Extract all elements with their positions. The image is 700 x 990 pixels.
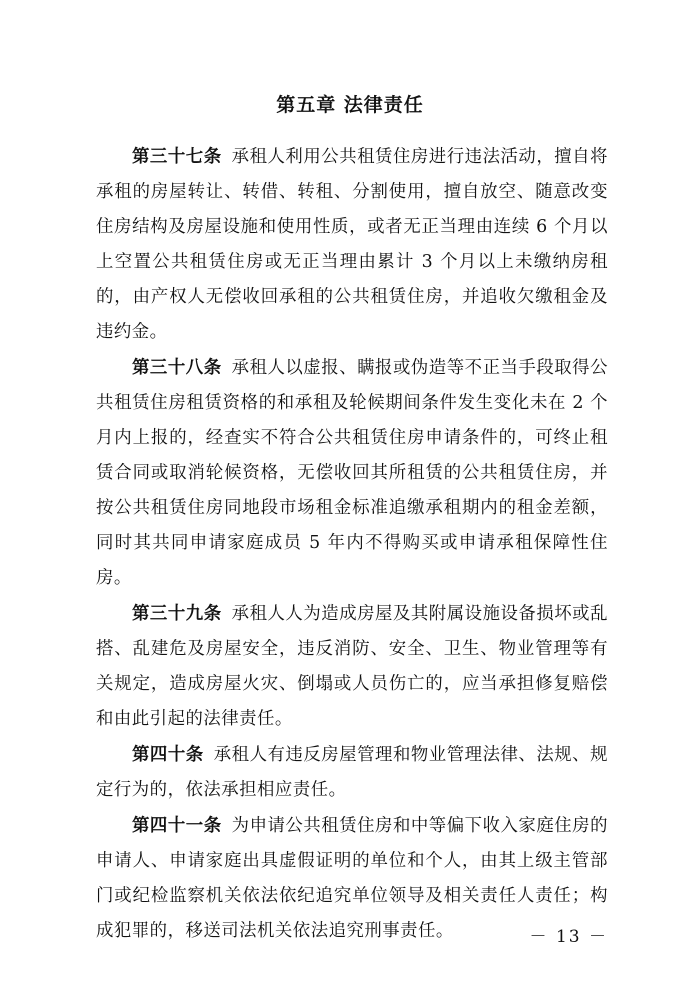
article-37 — [96, 140, 608, 350]
chapter-title: 第五章 法律责任 — [276, 94, 424, 116]
article-40 — [96, 738, 608, 808]
article-text: 承租人人为造成房屋及其附属设施设备损坏或乱搭、乱建危及房屋安全，违反消防、安全、卫生、物业管理等有关规定，造成房屋火灾、倒塌或人员伤亡的，应当承担修复赔偿和由此引起的法律责任。 — [96, 604, 608, 729]
article-text: 承租人有违反房屋管理和物业管理法律、法规、规定行为的，依法承担相应责任。 — [96, 745, 608, 800]
body-text — [96, 140, 608, 950]
article-number: 第四十一条 — [132, 816, 222, 836]
article-text: 承租人利用公共租赁住房进行违法活动，擅自将承租的房屋转让、转借、转租、分割使用，擅自放空、随意改变住房结构及房屋设施和使用性质，或者无正当理由连续 6 个月以上空置公共租赁住房或无正当理由累计 3 个月以上未缴纳房租的，由产权人无偿收回承租的公共租赁住房，并追收欠缴租金及违约金。 — [96, 147, 608, 342]
article-number: 第三十七条 — [132, 147, 222, 167]
article-number: 第三十八条 — [132, 358, 222, 378]
article-39 — [96, 597, 608, 737]
article-number: 第四十条 — [132, 745, 204, 765]
page-number: － 13 － — [529, 927, 608, 947]
article-38 — [96, 351, 608, 596]
article-number: 第三十九条 — [132, 604, 222, 624]
article-text: 为申请公共租赁住房和中等偏下收入家庭住房的申请人、申请家庭出具虚假证明的单位和个人，由其上级主管部门或纪检监察机关依法依纪追究单位领导及相关责任人责任；构成犯罪的，移送司法机关依法追究刑事责任。 — [96, 816, 608, 941]
article-text: 承租人以虚报、瞒报或伪造等不正当手段取得公共租赁住房租赁资格的和承租及轮候期间条件发生变化未在 2 个月内上报的，经查实不符合公共租赁住房申请条件的，可终止租赁合同或取消轮候资格，无偿收回其所租赁的公共租赁住房，并按公共租赁住房同地段市场租金标准追缴承租期内的租金差额，同时其共同申请家庭成员 5 年内不得购买或申请承租保障性住房。 — [96, 358, 608, 588]
